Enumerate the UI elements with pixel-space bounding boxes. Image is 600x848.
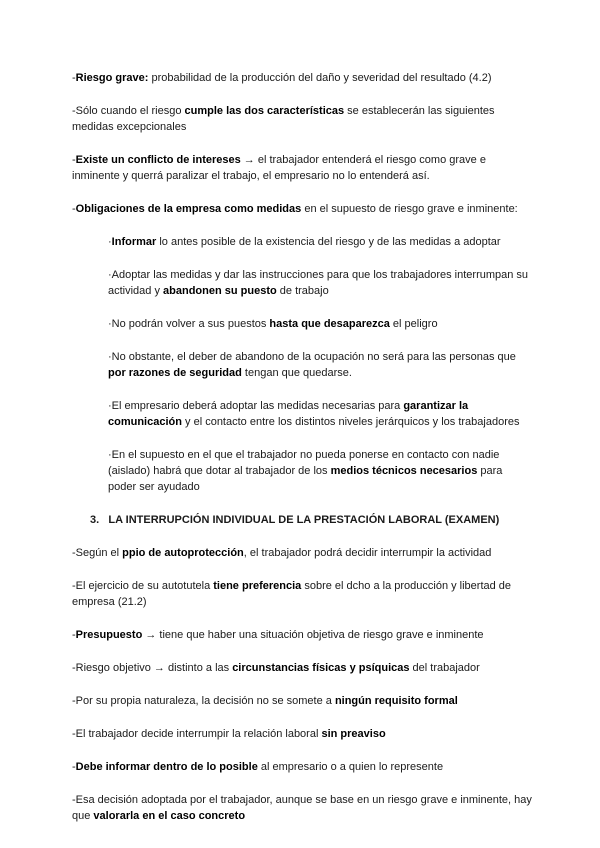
text: ·Adoptar las medidas y dar las instrucciones para que los trabajadores interrumpan su actividad y: [108, 269, 529, 297]
section-heading: [90, 512, 532, 528]
bold-text: cumple las dos características: [184, 105, 345, 117]
paragraph-requisito-formal: [72, 693, 532, 709]
text: ·No obstante, el deber de abandono de la ocupación no será para las personas que: [108, 351, 516, 363]
bold-text: medios técnicos necesarios: [330, 465, 478, 477]
bold-text: Presupuesto: [75, 629, 143, 641]
text: de trabajo: [276, 285, 329, 297]
bullet-comunicacion: [108, 398, 532, 430]
text: ·El empresario deberá adoptar las medidas necesarias para: [108, 400, 404, 412]
bullet-no-obstante: [108, 349, 532, 381]
text: para poder ser ayudado: [108, 465, 503, 493]
text: -: [72, 629, 76, 641]
bold-text: sin preaviso: [321, 728, 386, 740]
text: tengan que quedarse.: [241, 367, 352, 379]
bold-text: ppio de autoprotección: [122, 547, 244, 559]
text: -Sólo cuando el riesgo: [72, 105, 185, 117]
section-number: 3.: [90, 514, 100, 526]
text: -Según el: [72, 547, 123, 559]
text: del trabajador: [409, 662, 480, 674]
paragraph-autoproteccion: [72, 545, 532, 561]
text: , el trabajador podrá decidir interrumpir la actividad: [243, 547, 492, 559]
paragraph-debe-informar: [72, 759, 532, 775]
bullet-no-podran-volver: [108, 316, 532, 332]
bold-text: hasta que desaparezca: [269, 318, 390, 330]
document-page: [72, 70, 532, 841]
text: → tiene que haber una situación objetiva de riesgo grave e inminente: [142, 629, 484, 641]
text: -: [72, 72, 76, 84]
bold-text: abandonen su puesto: [163, 285, 277, 297]
paragraph-presupuesto: [72, 627, 532, 643]
bold-text: Obligaciones de la empresa como medidas: [75, 203, 302, 215]
text: -Por su propia naturaleza, la decisión no se somete a: [72, 695, 335, 707]
text: ·: [108, 236, 112, 248]
text: ·No podrán volver a sus puestos: [108, 318, 270, 330]
bold-text: Riesgo grave:: [75, 72, 149, 84]
bold-text: garantizar la comunicación: [108, 400, 469, 428]
text: -: [72, 761, 76, 773]
paragraph-conflicto-intereses: [72, 152, 532, 184]
paragraph-obligaciones: [72, 201, 532, 217]
text: -El ejercicio de su autotutela: [72, 580, 214, 592]
text: y el contacto entre los distintos niveles jerárquicos y los trabajadores: [181, 416, 520, 428]
text: → el trabajador entenderá el riesgo como grave e inminente y querrá paralizar el trabajo, el empresario no lo entenderá así.: [72, 154, 486, 182]
text: ·En el supuesto en el que el trabajador no pueda ponerse en contacto con nadie (aislado) habrá que dotar al trabajador de los: [108, 449, 500, 477]
bold-text: por razones de seguridad: [108, 367, 242, 379]
text: -: [72, 203, 76, 215]
paragraph-riesgo-objetivo: [72, 660, 532, 676]
paragraph-autotutela: [72, 578, 532, 610]
bold-text: Existe un conflicto de intereses: [75, 154, 241, 166]
text: se establecerán las siguientes medidas excepcionales: [72, 105, 495, 133]
text: lo antes posible de la existencia del riesgo y de las medidas a adoptar: [156, 236, 501, 248]
bold-text: Debe informar dentro de lo posible: [75, 761, 258, 773]
text: -Esa decisión adoptada por el trabajador, aunque se base en un riesgo grave e inminente, hay que: [72, 794, 532, 822]
paragraph-valorarla: [72, 792, 532, 824]
text: en el supuesto de riesgo grave e inminente:: [301, 203, 518, 215]
text: -: [72, 154, 76, 166]
text: el peligro: [389, 318, 438, 330]
paragraph-riesgo-grave: [72, 70, 532, 86]
text: -Riesgo objetivo → distinto a las: [72, 662, 233, 674]
bullet-informar: [108, 234, 532, 250]
bullet-medios-tecnicos: [108, 447, 532, 495]
bold-text: Informar: [111, 236, 157, 248]
text: -El trabajador decide interrumpir la relación laboral: [72, 728, 322, 740]
text: sobre el dcho a la producción y libertad de empresa (21.2): [72, 580, 512, 608]
bold-text: tiene preferencia: [213, 580, 302, 592]
paragraph-sin-preaviso: [72, 726, 532, 742]
paragraph-dos-caracteristicas: [72, 103, 532, 135]
text: probabilidad de la producción del daño y severidad del resultado (4.2): [148, 72, 492, 84]
bold-text: valorarla en el caso concreto: [93, 810, 246, 822]
bold-text: ningún requisito formal: [334, 695, 458, 707]
bold-text: circunstancias físicas y psíquicas: [232, 662, 410, 674]
text: al empresario o a quien lo represente: [257, 761, 444, 773]
bullet-adoptar-medidas: [108, 267, 532, 299]
section-title: LA INTERRUPCIÓN INDIVIDUAL DE LA PRESTACIÓN LABORAL (EXAMEN): [108, 514, 500, 526]
